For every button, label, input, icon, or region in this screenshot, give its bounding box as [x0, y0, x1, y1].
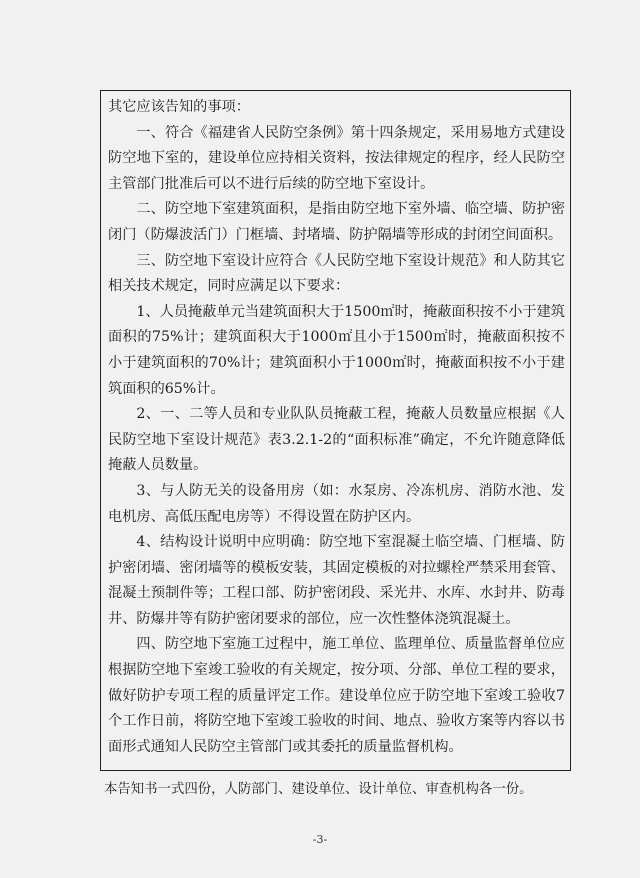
- section-heading: 其它应该告知的事项：: [108, 99, 250, 115]
- notice-content: [108, 95, 565, 760]
- paragraph-3-3: 3、与人防无关的设备用房（如：水泵房、冷冻机房、消防水池、发电机房、高低压配电房等）不得设置在防护区内。: [108, 482, 565, 525]
- paragraph-3-2: 2、一、二等人员和专业队队员掩蔽工程，掩蔽人员数量应根据《人民防空地下室设计规范》表3.2.1-2的“面积标准”确定，不允许随意降低掩蔽人员数量。: [108, 406, 565, 474]
- footer-note: 本告知书一式四份，人防部门、建设单位、设计单位、审查机构各一份。: [104, 782, 533, 797]
- paragraph-3-1: 1、人员掩蔽单元当建筑面积大于1500㎡时，掩蔽面积按不小于建筑面积的75%计；建筑面积大于1000㎡且小于1500㎡时，掩蔽面积按不小于建筑面积的70%计；建筑面积小于1000㎡时，掩蔽面积按不小于建筑面积的65%计。: [108, 303, 565, 397]
- paragraph-2: 二、防空地下室建筑面积，是指由防空地下室外墙、临空墙、防护密闭门（防爆波活门）门框墙、封堵墙、防护隔墙等形成的封闭空间面积。: [108, 201, 565, 243]
- paragraph-3: 三、防空地下室设计应符合《人民防空地下室设计规范》和人防其它相关技术规定，同时应满足以下要求：: [108, 252, 565, 295]
- paragraph-4: 四、防空地下室施工过程中，施工单位、监理单位、质量监督单位应根据防空地下室竣工验收的有关规定，按分项、分部、单位工程的要求，做好防护专项工程的质量评定工作。建设单位应于防空地下室竣工验收7个工作日前，将防空地下室竣工验收的时间、地点、验收方案等内容以书面形式通知人民防空主管部门或其委托的质量监督机构。: [108, 636, 565, 755]
- paragraph-3-4: 4、结构设计说明中应明确：防空地下室混凝土临空墙、门框墙、防护密闭墙、密闭墙等的模板安装，其固定模板的对拉螺栓严禁采用套管、混凝土预制件等；工程口部、防护密闭段、采光井、水库、水封井、防毒井、防爆井等有防护密闭要求的部位，应一次性整体浇筑混凝土。: [108, 534, 565, 627]
- paragraph-1: 一、符合《福建省人民防空条例》第十四条规定，采用易地方式建设防空地下室的，建设单位应持相关资料，按法律规定的程序，经人民防空主管部门批准后可以不进行后续的防空地下室设计。: [108, 124, 565, 192]
- page-number: -3-: [312, 833, 328, 846]
